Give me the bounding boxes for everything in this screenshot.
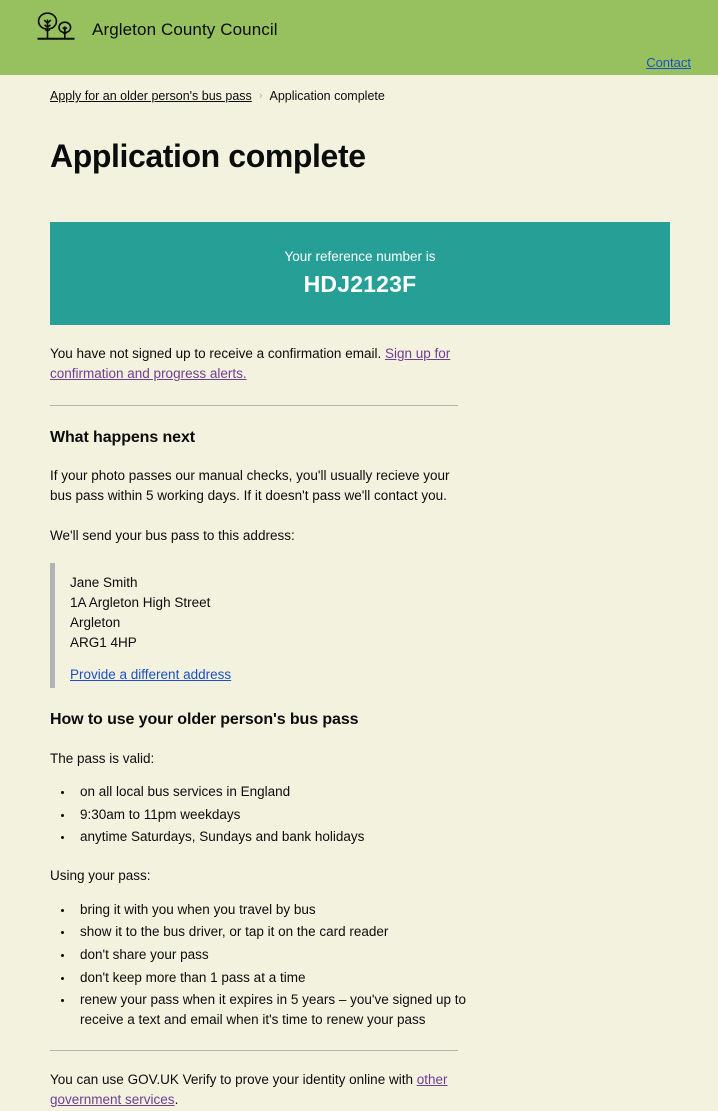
email-signup-notice-text: You have not signed up to receive a confirmation email. bbox=[50, 345, 385, 361]
address-line: ARG1 4HP bbox=[70, 635, 137, 651]
reference-number: HDJ2123F bbox=[303, 271, 417, 298]
address-intro-text: We'll send your bus pass to this address: bbox=[50, 527, 295, 543]
change-address-link-wrap bbox=[70, 667, 350, 682]
verify-notice bbox=[50, 1070, 460, 1111]
page-container bbox=[0, 75, 718, 1111]
list-item: • don't share your pass bbox=[74, 945, 470, 965]
address-inset-block bbox=[50, 563, 350, 688]
what-happens-next-paragraph: If your photo passes our manual checks, you'll usually recieve your bus pass within 5 working days. If it doesn't pass we'll contact you. bbox=[50, 467, 450, 504]
list-item: • bring it with you when you travel by bus bbox=[74, 900, 470, 920]
what-happens-next-heading: What happens next bbox=[50, 428, 195, 446]
breadcrumb-current: Application complete bbox=[269, 89, 385, 103]
list-item: • don't keep more than 1 pass at a time bbox=[74, 968, 470, 988]
verify-notice-text-before: You can use GOV.UK Verify to prove your identity online with bbox=[50, 1071, 417, 1087]
divider-top bbox=[50, 405, 458, 406]
page-title: Application complete bbox=[50, 137, 366, 174]
using-pass-list bbox=[50, 900, 470, 1030]
list-item: • show it to the bus driver, or tap it on the card reader bbox=[74, 922, 470, 942]
list-item: • 9:30am to 11pm weekdays bbox=[74, 805, 470, 825]
header-brand[interactable] bbox=[0, 0, 718, 48]
signup-alerts-link[interactable]: Sign up for confirmation and progress alerts. bbox=[50, 345, 451, 382]
site-header bbox=[0, 0, 718, 75]
header-links bbox=[646, 55, 691, 70]
list-item: • renew your pass when it expires in 5 years – you've signed up to receive a text and email when it's time to renew your pass bbox=[74, 990, 470, 1029]
how-to-use-heading: How to use your older person's bus pass bbox=[50, 711, 359, 729]
email-signup-notice bbox=[50, 344, 460, 385]
breadcrumb bbox=[50, 75, 698, 106]
using-pass-intro: Using your pass: bbox=[50, 868, 151, 884]
confirmation-panel bbox=[50, 222, 670, 325]
divider-bottom bbox=[50, 1050, 458, 1051]
list-item: • anytime Saturdays, Sundays and bank holidays bbox=[74, 827, 470, 847]
breadcrumb-parent-link[interactable]: Apply for an older person's bus pass bbox=[50, 89, 252, 103]
other-government-services-link[interactable]: other government services bbox=[50, 1071, 448, 1108]
address-line: Jane Smith bbox=[70, 575, 138, 591]
confirmation-panel-lead: Your reference number is bbox=[284, 248, 436, 264]
contact-link[interactable]: Contact bbox=[646, 55, 691, 70]
pass-valid-intro: The pass is valid: bbox=[50, 750, 155, 766]
address-line: Argleton bbox=[70, 615, 121, 631]
chevron-right-icon: › bbox=[258, 90, 263, 103]
verify-notice-text-after: . bbox=[174, 1092, 179, 1108]
two-trees-logo-icon bbox=[36, 10, 80, 48]
list-item: • on all local bus services in England bbox=[74, 782, 470, 802]
pass-valid-list bbox=[50, 782, 470, 847]
brand-name: Argleton County Council bbox=[92, 19, 278, 39]
address-line: 1A Argleton High Street bbox=[70, 595, 211, 611]
provide-different-address-link[interactable]: Provide a different address bbox=[70, 667, 232, 683]
